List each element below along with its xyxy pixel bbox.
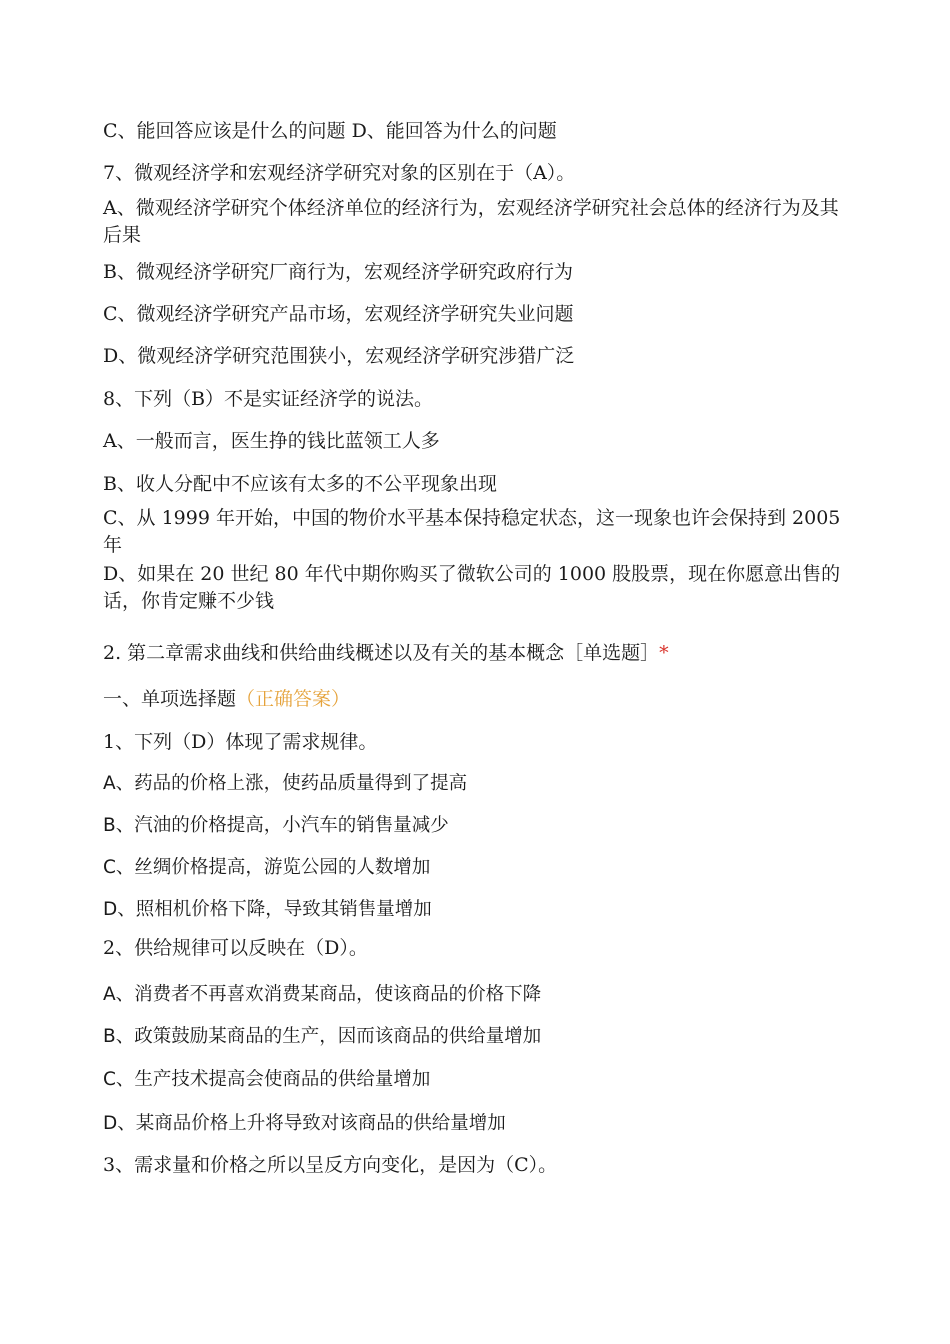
option-c-d-q6: C、能回答应该是什么的问题 D、能回答为什么的问题 bbox=[103, 120, 557, 142]
option-a-q7: A、微观经济学研究个体经济单位的经济行为，宏观经济学研究社会总体的经济行为及其后果 bbox=[103, 197, 839, 246]
option-b-q7: B、微观经济学研究厂商行为，宏观经济学研究政府行为 bbox=[103, 261, 573, 283]
question-2: 2、供给规律可以反映在（D）。 bbox=[103, 937, 368, 959]
option-a-q1: A、药品的价格上涨，使药品质量得到了提高 bbox=[103, 773, 468, 794]
question-1: 1、下列（D）体现了需求规律。 bbox=[103, 731, 378, 753]
option-c-q2: C、生产技术提高会使商品的供给量增加 bbox=[103, 1069, 431, 1090]
section-title-text: 2. 第二章需求曲线和供给曲线概述以及有关的基本概念［单选题］ bbox=[103, 642, 660, 664]
option-d-q8: D、如果在 20 世纪 80 年代中期你购买了微软公司的 1000 股股票，现在你愿意出售的话，你肯定赚不少钱 bbox=[103, 563, 841, 612]
required-star: * bbox=[659, 642, 669, 664]
option-c-q8: C、从 1999 年开始，中国的物价水平基本保持稳定状态，这一现象也许会保持到 2005 年 bbox=[103, 507, 841, 556]
subsection-heading bbox=[103, 686, 848, 712]
option-b-q1: B、汽油的价格提高，小汽车的销售量减少 bbox=[103, 815, 449, 836]
option-d-q1: D、照相机价格下降，导致其销售量增加 bbox=[103, 899, 432, 920]
option-a-q2: A、消费者不再喜欢消费某商品，使该商品的价格下降 bbox=[103, 984, 542, 1005]
option-b-q2: B、政策鼓励某商品的生产，因而该商品的供给量增加 bbox=[103, 1026, 542, 1047]
option-a-q8: A、一般而言，医生挣的钱比蓝领工人多 bbox=[103, 430, 440, 452]
section-title-chapter-2 bbox=[103, 640, 848, 666]
option-d-q2: D、某商品价格上升将导致对该商品的供给量增加 bbox=[103, 1113, 506, 1134]
correct-answer-tag: （正确答案） bbox=[236, 688, 351, 710]
subsection-heading-text: 一、单项选择题 bbox=[103, 688, 237, 710]
option-b-q8: B、收人分配中不应该有太多的不公平现象出现 bbox=[103, 473, 497, 495]
option-d-q7: D、微观经济学研究范围狭小，宏观经济学研究涉猎广泛 bbox=[103, 345, 575, 367]
question-7: 7、微观经济学和宏观经济学研究对象的区别在于（A）。 bbox=[103, 162, 576, 184]
question-3: 3、需求量和价格之所以呈反方向变化，是因为（C）。 bbox=[103, 1154, 558, 1176]
option-c-q7: C、微观经济学研究产品市场，宏观经济学研究失业问题 bbox=[103, 303, 574, 325]
option-c-q1: C、丝绸价格提高，游览公园的人数增加 bbox=[103, 857, 431, 878]
question-8: 8、下列（B）不是实证经济学的说法。 bbox=[103, 388, 434, 410]
